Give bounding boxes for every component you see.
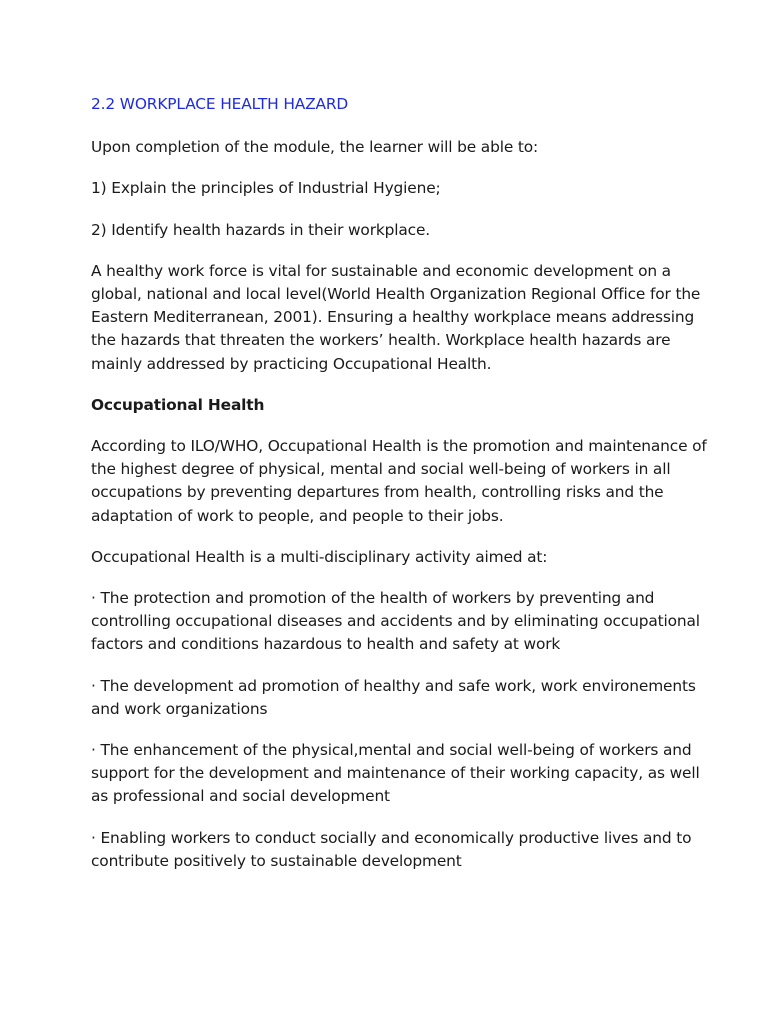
subheading-occupational-health: Occupational Health	[91, 395, 265, 414]
section-heading: 2.2 WORKPLACE HEALTH HAZARD	[91, 95, 349, 113]
bullet-item: · The enhancement of the physical,mental and social well-being of workers and support for the development and maintenance of their working capacity, as well as professional and social development	[91, 741, 700, 806]
intro-text: Upon completion of the module, the learner will be able to:	[91, 138, 539, 157]
bullet-item: · Enabling workers to conduct socially and economically productive lives and to contribute positively to sustainable development	[91, 828, 692, 870]
objective-item: 2) Identify health hazards in their workplace.	[91, 220, 431, 239]
bullet-item: · The protection and promotion of the health of workers by preventing and controlling occupational diseases and accidents and by eliminating occupational factors and conditions hazardous to health and safety at work	[91, 589, 700, 654]
bullet-item: · The development ad promotion of healthy and safe work, work environements and work organizations	[91, 676, 696, 718]
document-page	[91, 93, 711, 891]
objective-item: 1) Explain the principles of Industrial Hygiene;	[91, 179, 441, 198]
paragraph-multidisciplinary: Occupational Health is a multi-disciplinary activity aimed at:	[91, 547, 548, 566]
paragraph-ilo-who-definition: According to ILO/WHO, Occupational Health is the promotion and maintenance of the highest degree of physical, mental and social well-being of workers in all occupations by preventing departures from health, controlling risks and the adaptation of work to people, and people to their jobs.	[91, 437, 707, 525]
paragraph-healthy-workforce: A healthy work force is vital for sustainable and economic development on a global, national and local level(World Health Organization Regional Office for the Eastern Mediterranean, 2001). Ensuring a healthy workplace means addressing the hazards that threaten the workers’ health. Workplace health hazards are mainly addressed by practicing Occupational Health.	[91, 261, 701, 373]
